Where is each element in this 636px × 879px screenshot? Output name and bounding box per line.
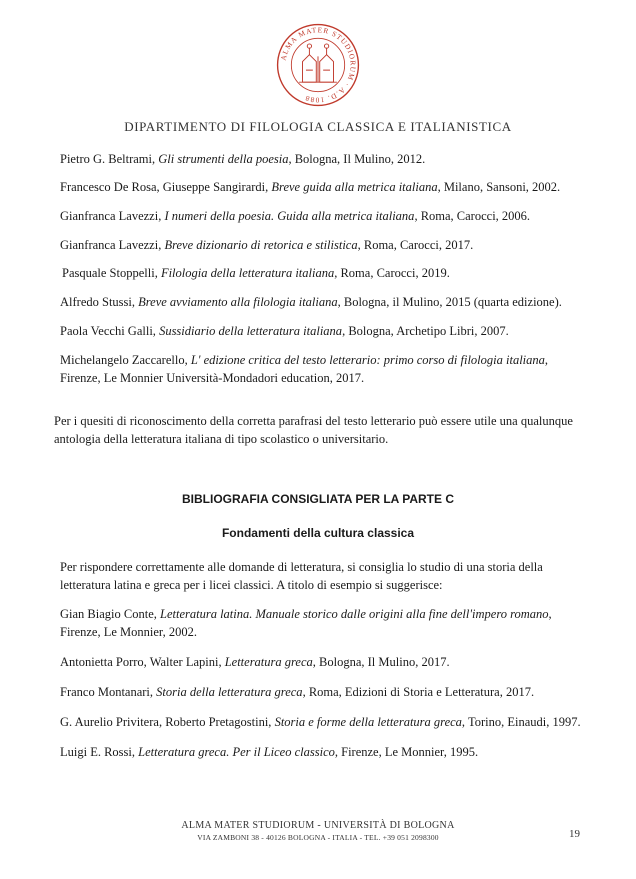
bibliography-entry: Gian Biagio Conte, Letteratura latina. Manuale storico dalle origini alla fine dell'impero romano, Firenze, Le Monnier, 2002. xyxy=(60,607,552,639)
bibliography-entry: Gianfranca Lavezzi, I numeri della poesia. Guida alla metrica italiana, Roma, Carocci, 2006. xyxy=(60,209,531,223)
section-subheading: Fondamenti della cultura classica xyxy=(221,526,415,540)
bibliography-entry: Antonietta Porro, Walter Lapini, Letteratura greca, Bologna, Il Mulino, 2017. xyxy=(60,655,450,669)
note-paragraph: Per i quesiti di riconoscimento della corretta parafrasi del testo letterario può essere utile una qualunque antologia della letteratura italiana di tipo scolastico o universitario. xyxy=(54,414,573,446)
bibliography-entry: Pasquale Stoppelli, Filologia della letteratura italiana, Roma, Carocci, 2019. xyxy=(62,266,450,280)
page-number: 19 xyxy=(569,828,580,840)
seal-ring-text: ALMA MATER STUDIORUM · A.D. 1088 xyxy=(278,25,358,105)
intro-paragraph: Per rispondere correttamente alle domande di letteratura, si consiglia lo studio di una storia della letteratura latina e greca per i licei classici. A titolo di esempio si suggerisce: xyxy=(60,560,543,592)
bibliography-entry: Pietro G. Beltrami, Gli strumenti della poesia, Bologna, Il Mulino, 2012. xyxy=(60,152,426,166)
bibliography-entry: Luigi E. Rossi, Letteratura greca. Per il Liceo classico, Firenze, Le Monnier, 1995. xyxy=(60,745,479,759)
footer-university: ALMA MATER STUDIORUM - UNIVERSITÀ DI BOLOGNA xyxy=(181,820,455,831)
bibliography-entry: Paola Vecchi Galli, Sussidiario della letteratura italiana, Bologna, Archetipo Libri, 2007. xyxy=(60,324,509,338)
footer-address: VIA ZAMBONI 38 - 40126 BOLOGNA - ITALIA - TEL. +39 051 2098300 xyxy=(197,833,439,842)
bibliography-entry: Alfredo Stussi, Breve avviamento alla filologia italiana, Bologna, il Mulino, 2015 (quarta edizione). xyxy=(60,295,562,309)
section-heading: BIBLIOGRAFIA CONSIGLIATA PER LA PARTE C xyxy=(182,492,454,506)
bibliography-entry: Michelangelo Zaccarello, L' edizione critica del testo letterario: primo corso di filologia italiana, Firenze, Le Monnier Università-Mondadori education, 2017. xyxy=(60,353,549,385)
bibliography-entry: Francesco De Rosa, Giuseppe Sangirardi, Breve guida alla metrica italiana, Milano, Sansoni, 2002. xyxy=(60,180,561,194)
university-seal-logo xyxy=(275,22,361,108)
bibliography-entry: Gianfranca Lavezzi, Breve dizionario di retorica e stilistica, Roma, Carocci, 2017. xyxy=(60,238,474,252)
department-name: DIPARTIMENTO DI FILOLOGIA CLASSICA E ITALIANISTICA xyxy=(124,119,512,134)
bibliography-entry: G. Aurelio Privitera, Roberto Pretagostini, Storia e forme della letteratura greca, Torino, Einaudi, 1997. xyxy=(60,715,581,729)
bibliography-entry: Franco Montanari, Storia della letteratura greca, Roma, Edizioni di Storia e Letteratura, 2017. xyxy=(60,685,535,699)
